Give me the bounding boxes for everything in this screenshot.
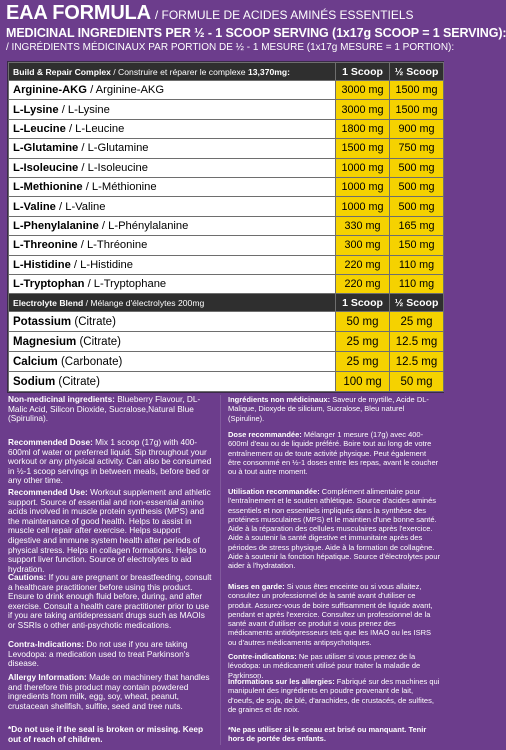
recommended-use-fr: Utilisation recommandée: Complément alimentaire pour l'entraînement et le soutien athlétique. Source d'acides aminés essentiels et non essentiels impliqués dans la synthèse des protéines musculaires (MPS) et le maintien d'une bonne santé. Aide à la réparation des cellules musculaires après l'exercice. Aide à soutenir la santé digestive et immunitaire après des périodes de stress physique. Aide à la formation de collagène. Aide à soutenir la fonction hépatique. Source d'électrolytes pour aider à l'hydratation. [228, 487, 440, 571]
table-row [9, 372, 444, 392]
ingredient-name: L-Methionine / L-Méthionine [9, 177, 336, 196]
table-row [9, 236, 444, 255]
product-title: EAA FORMULA [6, 2, 151, 24]
electrolyte-label: Electrolyte Blend / Mélange d'électrolytes 200mg [9, 294, 336, 312]
table-row [9, 197, 444, 216]
amount-1-scoop: 330 mg [336, 216, 390, 235]
recommended-dose-en: Recommended Dose: Mix 1 scoop (17g) with 400-600ml of water or preferred liquid. Sip throughout your workout or any physical activity. Can also be consumed in ½-1 scoop servings in between meals, before bed or any other time. [8, 437, 212, 486]
serving-heading-en: MEDICINAL INGREDIENTS PER ½ - 1 SCOOP SERVING (1x17g SCOOP = 1 SERVING): [6, 26, 506, 40]
allergy-info-en: Allergy Information: Made on machinery that handles and therefore this product may contain powdered ingredients from milk, egg, soy, wheat, peanut, crustacean shellfish, sulfite, seed and tree nuts. [8, 672, 210, 711]
ingredient-name: L-Leucine / L-Leucine [9, 119, 336, 138]
seal-warning-fr: *Ne pas utiliser si le sceau est brisé ou manquant. Tenir hors de portée des enfants. [228, 725, 427, 744]
table-header-build-repair [9, 63, 444, 81]
seal-warning-en: *Do not use if the seal is broken or missing. Keep out of reach of children. [8, 724, 204, 744]
table-row [9, 274, 444, 293]
electrolyte-name: Sodium (Citrate) [9, 372, 336, 392]
contra-indications-fr: Contre-indications: Ne pas utiliser si vous prenez de la lévodopa: un médicament utilisé pour traiter la maladie de Parkinson. [228, 652, 421, 680]
recommended-dose-fr: Dose recommandée: Mélanger 1 mesure (17g) avec 400-600ml d'eau ou de liquide préféré. Boire tout au long de votre entraînement ou de toute activité physique. Peut également être consommé en ½-1 doses entre les repas, avant le coucher ou à tout autre moment. [228, 430, 439, 477]
amount-half-scoop: 50 mg [390, 372, 444, 392]
table-row [9, 352, 444, 372]
build-repair-label: Build & Repair Complex / Construire et réparer le complexe 13,370mg: [9, 63, 336, 81]
amount-1-scoop: 1000 mg [336, 158, 390, 177]
col-header-half-scoop: ½ Scoop [390, 63, 444, 81]
amount-half-scoop: 1500 mg [390, 100, 444, 119]
ingredient-name: L-Glutamine / L-Glutamine [9, 139, 336, 158]
amount-1-scoop: 1000 mg [336, 197, 390, 216]
amount-half-scoop: 500 mg [390, 158, 444, 177]
ingredient-name: L-Valine / L-Valine [9, 197, 336, 216]
cautions-en: Cautions: If you are pregnant or breastfeeding, consult a healthcare practitioner before using this product. Ensure to drink enough fluid before, during, and after exercise. Consult a health care practitioner prior to use if you are taking antidepressant drugs such as MAOIs or SSRIs o other anti-psychotic medications. [8, 572, 212, 630]
non-medicinal-fr: Ingrédients non médicinaux: Saveur de myrtille, Acide DL-Malique, Dioxyde de silicium, Sucralose, Bleu naturel (Spiruline). [228, 395, 429, 423]
recommended-use-en: Recommended Use: Workout supplement and athletic support. Source of essential and non-essential amino acids involved in muscle protein synthesis (MPS) and the maintenance of good health. Helps to assist in muscle cell repair after exercise. Helps support digestive and immune system health after periods of physical stress. Helps in collagen formations. Helps to support liver function. Source of electrolytes to aid hydration. [8, 487, 211, 574]
allergy-info-fr: Informations sur les allergies: Fabriqué sur des machines qui manipulent des ingrédients en poudre provenant de lait, d'oeufs, de soja, de blé, d'arachides, de crustacés, de sulfites, de graines et de noix. [228, 677, 440, 714]
col-header-1-scoop: 1 Scoop [336, 294, 390, 312]
col-header-half-scoop: ½ Scoop [390, 294, 444, 312]
title-line [6, 2, 444, 26]
amount-half-scoop: 500 mg [390, 197, 444, 216]
amount-half-scoop: 1500 mg [390, 81, 444, 100]
product-title-fr: / FORMULE DE ACIDES AMINÉS ESSENTIELS [154, 8, 414, 22]
amount-1-scoop: 25 mg [336, 332, 390, 352]
ingredient-name: L-Lysine / L-Lysine [9, 100, 336, 119]
electrolyte-name: Calcium (Carbonate) [9, 352, 336, 372]
electrolyte-name: Potassium (Citrate) [9, 312, 336, 332]
table-row [9, 312, 444, 332]
amount-1-scoop: 220 mg [336, 255, 390, 274]
amount-half-scoop: 12.5 mg [390, 332, 444, 352]
table-row [9, 332, 444, 352]
ingredient-name: L-Isoleucine / L-Isoleucine [9, 158, 336, 177]
ingredient-name: L-Tryptophan / L-Tryptophane [9, 274, 336, 293]
amount-half-scoop: 500 mg [390, 177, 444, 196]
amount-1-scoop: 3000 mg [336, 100, 390, 119]
amount-half-scoop: 165 mg [390, 216, 444, 235]
ingredient-name: L-Histidine / L-Histidine [9, 255, 336, 274]
col-header-1-scoop: 1 Scoop [336, 63, 390, 81]
amount-1-scoop: 1000 mg [336, 177, 390, 196]
serving-heading-fr: / INGRÉDIENTS MÉDICINAUX PAR PORTION DE ½ - 1 MESURE (1x17g MESURE = 1 PORTION): [6, 42, 455, 53]
amount-half-scoop: 900 mg [390, 119, 444, 138]
contra-indications-en: Contra-Indications: Do not use if you are taking Levodopa: a medication used to treat Parkinson's disease. [8, 639, 190, 669]
ingredient-name: L-Phenylalanine / L-Phénylalanine [9, 216, 336, 235]
table-header-electrolyte [9, 294, 444, 312]
ingredients-table [7, 61, 444, 393]
column-divider [220, 395, 221, 745]
table-row [9, 216, 444, 235]
table-row [9, 139, 444, 158]
amount-half-scoop: 25 mg [390, 312, 444, 332]
amount-1-scoop: 25 mg [336, 352, 390, 372]
table-row [9, 100, 444, 119]
amount-half-scoop: 750 mg [390, 139, 444, 158]
table-row [9, 158, 444, 177]
amount-half-scoop: 12.5 mg [390, 352, 444, 372]
amount-1-scoop: 50 mg [336, 312, 390, 332]
amount-1-scoop: 1800 mg [336, 119, 390, 138]
non-medicinal-en: Non-medicinal ingredients: Blueberry Flavour, DL-Malic Acid, Silicon Dioxide, Sucralose,Natural Blue (Spirulina). [8, 394, 201, 424]
amount-1-scoop: 1500 mg [336, 139, 390, 158]
ingredient-name: L-Threonine / L-Thréonine [9, 236, 336, 255]
amount-half-scoop: 110 mg [390, 255, 444, 274]
label-header [6, 2, 506, 54]
table-row [9, 119, 444, 138]
amount-1-scoop: 300 mg [336, 236, 390, 255]
amount-1-scoop: 100 mg [336, 372, 390, 392]
amount-1-scoop: 3000 mg [336, 81, 390, 100]
table-row [9, 255, 444, 274]
table-row [9, 177, 444, 196]
amount-half-scoop: 110 mg [390, 274, 444, 293]
amount-half-scoop: 150 mg [390, 236, 444, 255]
electrolyte-name: Magnesium (Citrate) [9, 332, 336, 352]
table-row [9, 81, 444, 100]
amount-1-scoop: 220 mg [336, 274, 390, 293]
cautions-fr: Mises en garde: Si vous êtes enceinte ou si vous allaitez, consultez un professionnel de la santé avant d'utiliser ce produit. Assurez-vous de boire suffisamment de liquide avant, pendant et après l'exercice. Consultez un professionnel de la santé avant d'utiliser ce produit si vous prenez des médicaments antidépresseurs tels que les IMAO ou les ISRS ou d'autres médicaments antipsychotiques. [228, 582, 433, 647]
ingredient-name: Arginine-AKG / Arginine-AKG [9, 81, 336, 100]
